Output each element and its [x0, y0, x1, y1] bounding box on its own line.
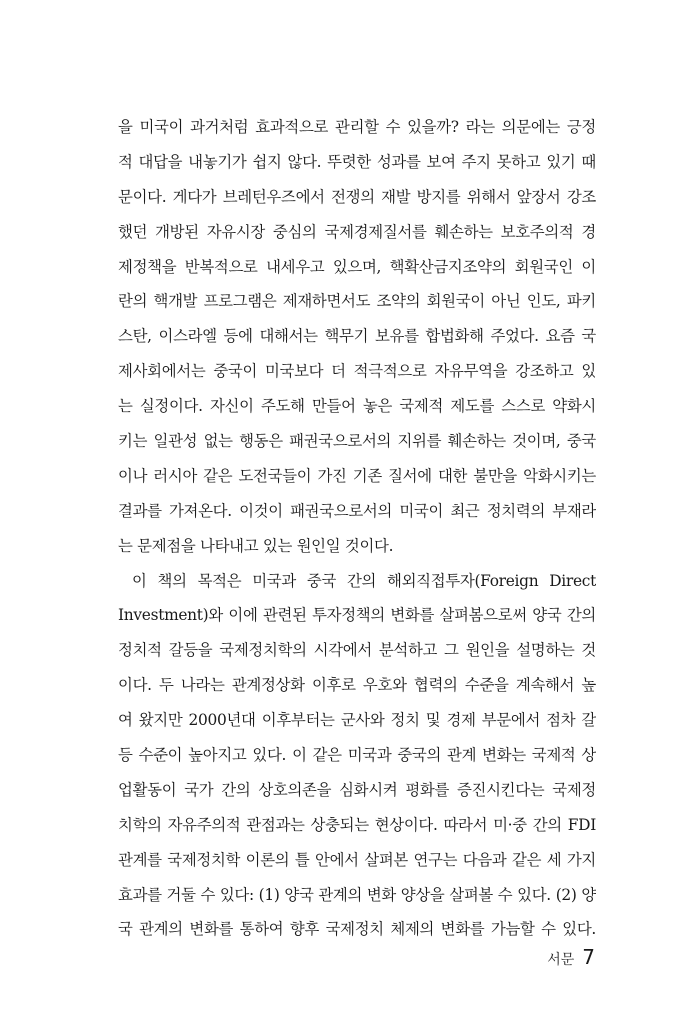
- text-line: 제사회에서는 중국이 미국보다 더 적극적으로 자유무역을 강조하고 있: [118, 362, 596, 381]
- text-line: 스탄, 이스라엘 등에 대해서는 핵무기 보유를 합법화해 주었다. 요즘 국: [118, 327, 596, 346]
- text-line: 여 왔지만 2000년대 이후부터는 군사와 정치 및 경제 부문에서 점차 갈: [118, 711, 596, 730]
- text-line: 문이다. 게다가 브레턴우즈에서 전쟁의 재발 방지를 위해서 앞장서 강조: [118, 187, 596, 206]
- text-line: 란의 핵개발 프로그램은 제재하면서도 조약의 회원국이 아닌 인도, 파키: [118, 292, 596, 311]
- paragraph-end-line: 는 문제점을 나타내고 있는 원인일 것이다.: [118, 536, 394, 555]
- text-line: 관계를 국제정치학 이론의 틀 안에서 살펴본 연구는 다음과 같은 세 가지: [118, 850, 596, 869]
- text-line: 국 관계의 변화를 통하여 향후 국제정치 체제의 변화를 가늠할 수 있다.: [118, 920, 596, 939]
- text-line: 등 수준이 높아지고 있다. 이 같은 미국과 중국의 관계 변화는 국제적 상: [118, 746, 596, 765]
- text-line: 했던 개방된 자유시장 중심의 국제경제질서를 훼손하는 보호주의적 경: [118, 222, 596, 241]
- text-line: 정치적 갈등을 국제정치학의 시각에서 분석하고 그 원인을 설명하는 것: [118, 641, 596, 660]
- text-line: 치학의 자유주의적 관점과는 상충되는 현상이다. 따라서 미·중 간의 FDI: [118, 815, 596, 834]
- text-line: 결과를 가져온다. 이것이 패권국으로서의 미국이 최근 정치력의 부재라: [118, 501, 596, 520]
- text-line: 업활동이 국가 간의 상호의존을 심화시켜 평화를 증진시킨다는 국제정: [118, 780, 596, 799]
- section-label: 서문: [547, 952, 575, 968]
- text-line: 이나 러시아 같은 도전국들이 가진 기존 질서에 대한 불만을 악화시키는: [118, 466, 596, 485]
- text-line: 제정책을 반복적으로 내세우고 있으며, 핵확산금지조약의 회원국인 이: [118, 257, 596, 276]
- text-line: Investment)와 이에 관련된 투자정책의 변화를 살펴봄으로써 양국 간의: [118, 606, 596, 625]
- page-number: 7: [582, 945, 595, 969]
- page-footer: [547, 942, 595, 972]
- text-line: 는 실정이다. 자신이 주도해 만들어 놓은 국제적 제도를 스스로 약화시: [118, 397, 596, 416]
- paragraph-start-line: 이 책의 목적은 미국과 중국 간의 해외직접투자(Foreign Direct: [132, 571, 596, 590]
- body-text: [118, 110, 596, 947]
- text-line: 을 미국이 과거처럼 효과적으로 관리할 수 있을까? 라는 의문에는 긍정: [118, 118, 596, 136]
- text-line: 효과를 거둘 수 있다: (1) 양국 관계의 변화 양상을 살펴볼 수 있다. (2) 양: [118, 885, 596, 904]
- text-line: 키는 일관성 없는 행동은 패권국으로서의 지위를 훼손하는 것이며, 중국: [118, 432, 596, 451]
- text-line: 이다. 두 나라는 관계정상화 이후로 우호와 협력의 수준을 계속해서 높: [118, 676, 596, 695]
- text-line: 적 대답을 내놓기가 쉽지 않다. 뚜렷한 성과를 보여 주지 못하고 있기 때: [118, 152, 596, 171]
